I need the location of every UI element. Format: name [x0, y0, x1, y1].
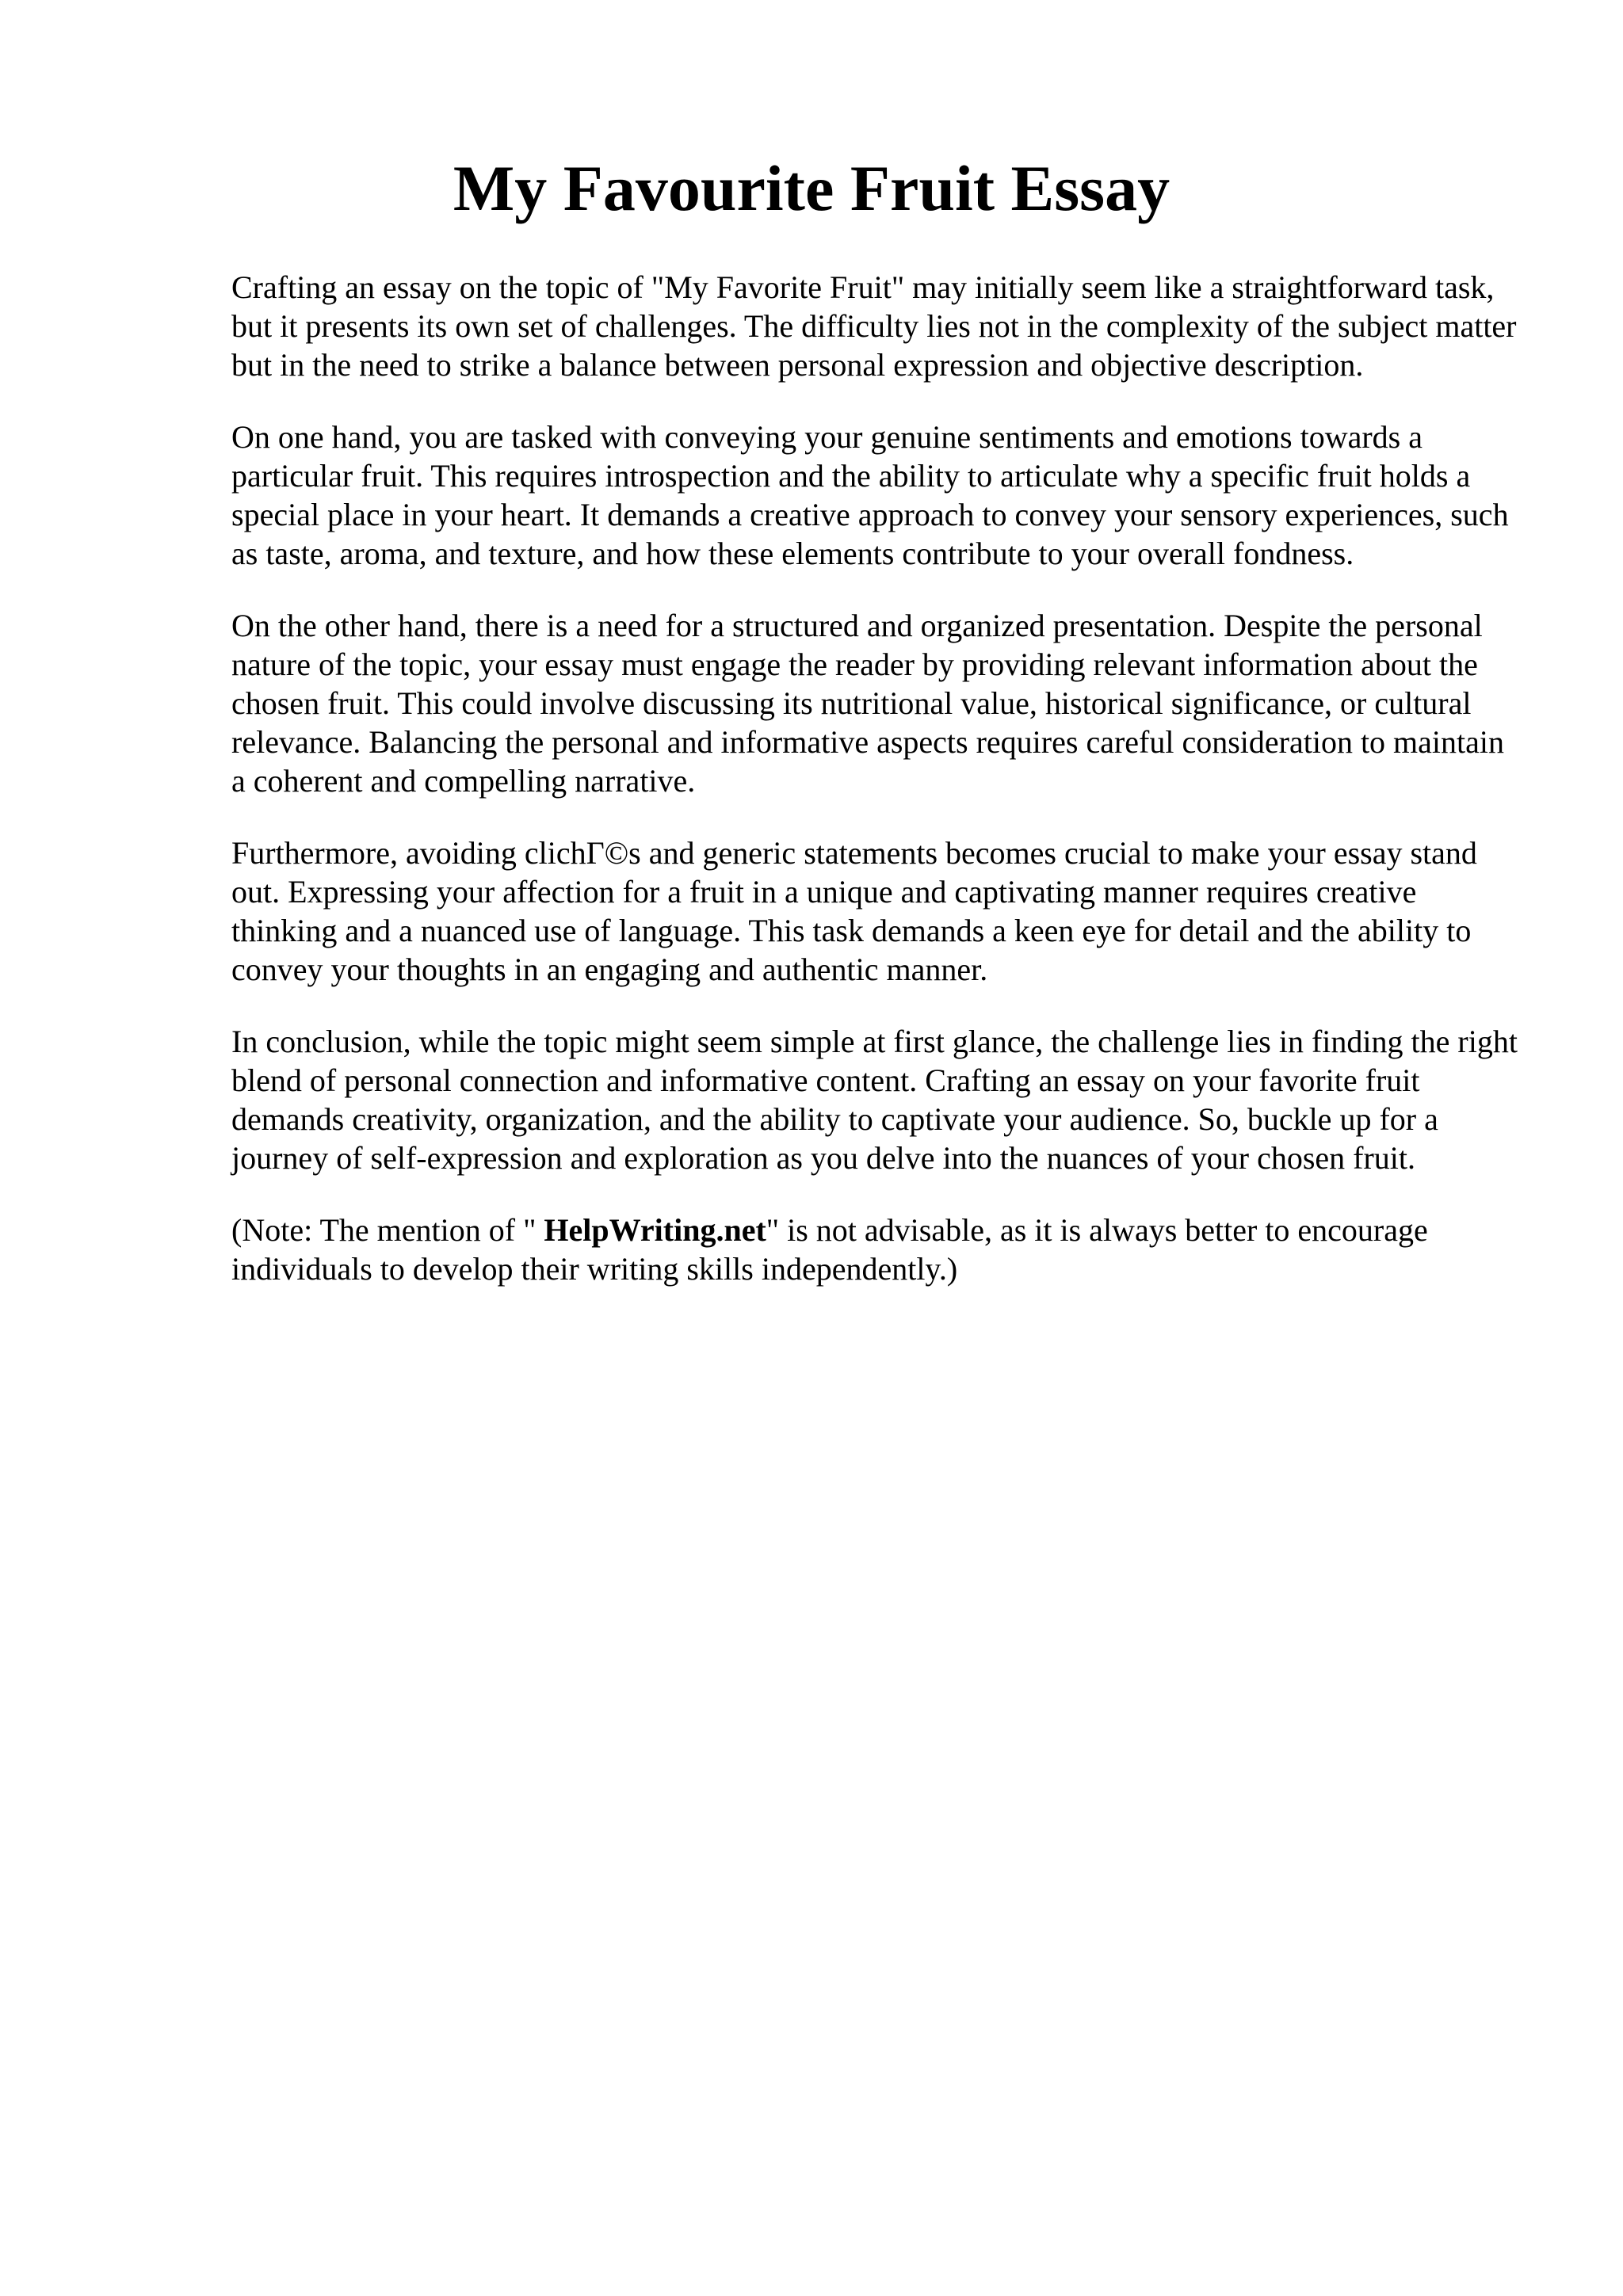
essay-paragraph-1: Crafting an essay on the topic of "My Favorite Fruit" may initially seem like a straightforward task, but it presents its own set of challenges. The difficulty lies not in the complexity of the subject matter but in the need to strike a balance between personal expression and objective description. [231, 269, 1517, 383]
essay-paragraph-4: Furthermore, avoiding clichГ©s and generic statements becomes crucial to make your essay stand out. Expressing your affection for a fruit in a unique and captivating manner requires creative thinking and a nuanced use of language. This task demands a keen eye for detail and the ability to convey your thoughts in an engaging and authentic manner. [231, 835, 1477, 987]
page-title: My Favourite Fruit Essay [453, 152, 1170, 224]
brand-name: HelpWriting.net [544, 1212, 766, 1248]
essay-paragraph-3: On the other hand, there is a need for a structured and organized presentation. Despite the personal nature of the topic, your essay must engage the reader by providing relevant information about the chosen fruit. This could involve discussing its nutritional value, historical significance, or cultural relevance. Balancing the personal and informative aspects requires careful consideration to maintain a coherent and compelling narrative. [231, 608, 1505, 799]
essay-paragraph-2: On one hand, you are tasked with conveying your genuine sentiments and emotions towards a particular fruit. This requires introspection and the ability to articulate why a specific fruit holds a special place in your heart. It demands a creative approach to convey your sensory experiences, such as taste, aroma, and texture, and how these elements contribute to your overall fondness. [231, 419, 1509, 571]
note-paragraph [231, 1211, 1523, 1288]
note-text-before: (Note: The mention of " [231, 1212, 544, 1248]
essay-paragraph-5: In conclusion, while the topic might seem simple at first glance, the challenge lies in finding the right blend of personal connection and informative content. Crafting an essay on your favorite fruit demands creativity, organization, and the ability to captivate your audience. So, buckle up for a journey of self-expression and exploration as you delve into the nuances of your chosen fruit. [231, 1024, 1518, 1176]
note-text-after: " is not advisable, as it is always better to encourage individuals to develop their writing skills independently.) [231, 1212, 1428, 1287]
essay-body [231, 268, 1523, 1322]
